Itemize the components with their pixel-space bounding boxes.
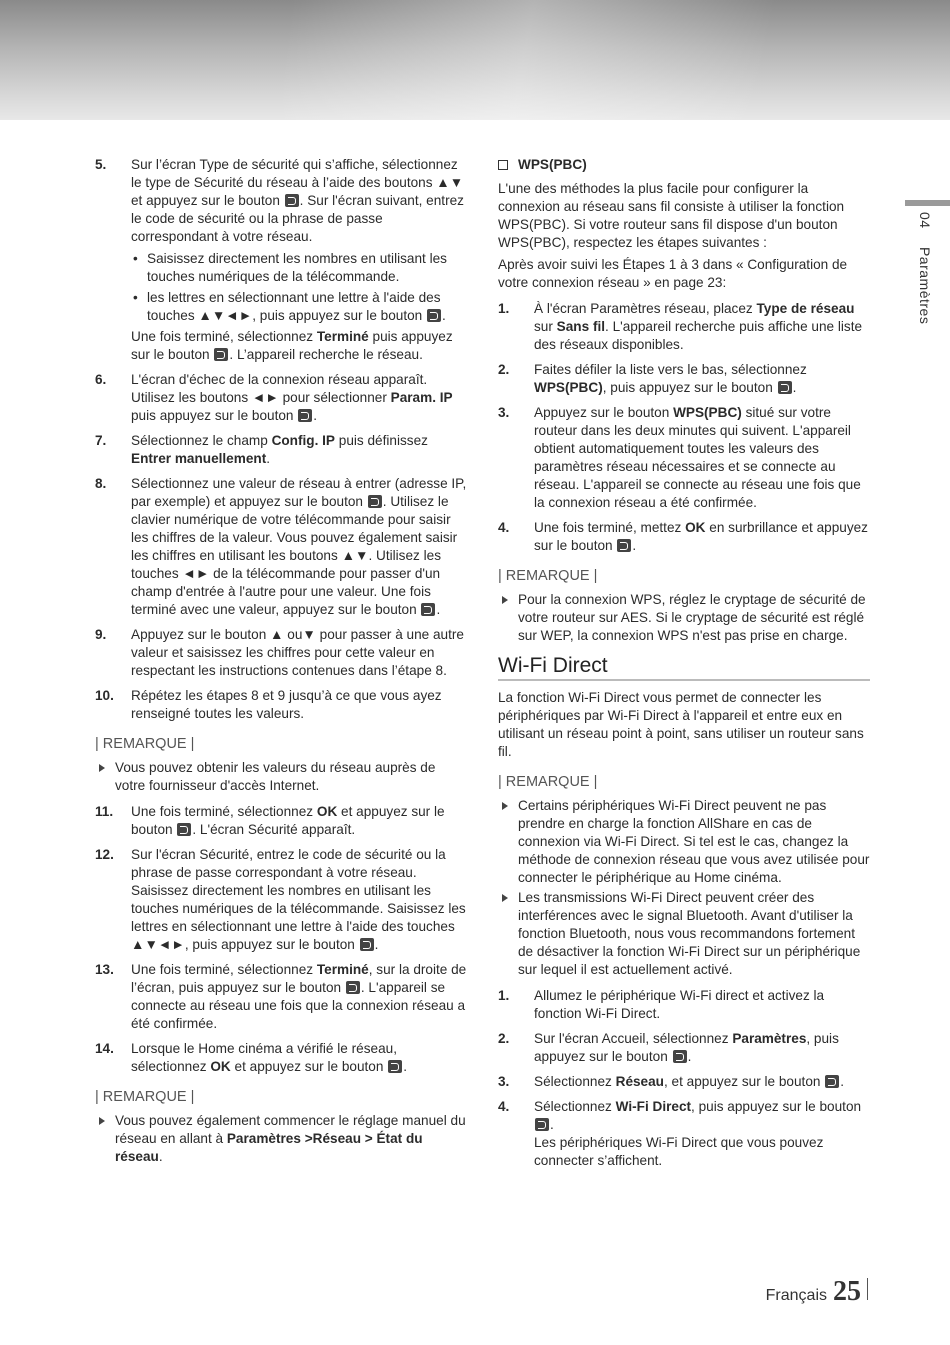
bullet-list <box>131 250 468 325</box>
chapter-number: 04 <box>917 212 933 229</box>
step-9: 9. Appuyez sur le bouton ▲ ou▼ pour passer à une autre valeur et saisissez les chiffres pour cette valeur en respectant les instructions contenues dans l’étape 8. <box>95 627 464 678</box>
enter-icon <box>298 409 312 422</box>
step-number: 3. <box>498 405 510 420</box>
wps-step-3: 3. Appuyez sur le bouton WPS(PBC) situé sur votre routeur dans les deux minutes qui suivent. L'appareil obtient automatiquement toutes les valeurs des paramètres réseau nécessaires et se connecte au réseau. L'appareil se connecte au réseau une fois que la connexion réseau a été confirmée. <box>498 405 861 510</box>
page-number: 25 <box>833 1276 861 1307</box>
enter-icon <box>825 1075 839 1088</box>
step-6: 6. L'écran d'échec de la connexion réseau apparaît. Utilisez les boutons ◄► pour sélectionner Param. IP puis appuyez sur le bouton . <box>95 372 453 423</box>
step-number: 8. <box>95 476 107 491</box>
list-item: • les lettres en sélectionnant une lettre à l'aide des touches ▲▼◄►, puis appuyez sur le bouton . <box>131 289 468 325</box>
step-13: 13. Une fois terminé, sélectionnez Terminé, sur la droite de l’écran, puis appuyez sur le bouton . L'appareil se connecte au réseau une fois que la connexion réseau a été confirmée. <box>95 962 467 1031</box>
step-number: 7. <box>95 433 107 448</box>
enter-icon <box>346 981 360 994</box>
note-item: Certains périphériques Wi-Fi Direct peuvent ne pas prendre en charge la fonction AllShare en cas de connexion via Wi-Fi Direct. Si tel est le cas, changez la méthode de connexion réseau que vous avez utilisée pour connecter le périphérique au Home cinéma. <box>498 797 870 887</box>
remark-heading: | REMARQUE | <box>498 774 598 790</box>
step-12: 12. Sur l'écran Sécurité, entrez le code de sécurité ou la phrase de passe correspondant à votre réseau. Saisissez directement les nombres en utilisant les touches numériques de la télécommande. Saisissez les lettres en sélectionnant une lettre à l'aide des touches ▲▼◄►, puis appuyez sur le bouton . <box>95 847 466 952</box>
enter-icon <box>177 823 191 836</box>
enter-icon <box>427 309 441 322</box>
step-number: 14. <box>95 1041 114 1056</box>
enter-icon <box>368 495 382 508</box>
step-number: 9. <box>95 627 107 642</box>
right-column <box>498 156 870 1177</box>
checkbox-icon <box>498 160 508 170</box>
step-number: 1. <box>498 988 510 1003</box>
wifi-step-4: 4. Sélectionnez Wi-Fi Direct, puis appuyez sur le bouton . Les périphériques Wi-Fi Direct que vous pouvez connecter s’affichent. <box>498 1099 862 1168</box>
left-column <box>95 156 468 1174</box>
enter-icon <box>421 603 435 616</box>
wps-step-4: 4. Une fois terminé, mettez OK en surbrillance et appuyez sur le bouton . <box>498 520 868 553</box>
enter-icon <box>360 938 374 951</box>
note-list <box>95 1112 468 1166</box>
step-number: 4. <box>498 1099 510 1114</box>
chapter-tab-bar <box>905 200 950 206</box>
step-5: 5. Sur l’écran Type de sécurité qui s’affiche, sélectionnez le type de Sécurité du réseau à l’aide des boutons ▲▼ et appuyez sur le bouton . Sur l'écran suivant, entrez le code de sécurité ou la phrase de passe correspondant à votre réseau. • Saisissez directement les nombres en utilisant les touches numériques de la télécommande. • les lettres en sélectionnant une lettre à l'aide des touches ▲▼◄►, puis appuyez sur le bouton . Une fois terminé, sélectionnez Terminé puis appuyez sur le bouton . L’appareil recherche le réseau. <box>95 156 468 364</box>
remark-heading: | REMARQUE | <box>498 568 598 584</box>
step-number: 6. <box>95 372 107 387</box>
enter-icon <box>778 381 792 394</box>
enter-icon <box>214 348 228 361</box>
note-list <box>498 797 870 979</box>
chapter-title: Paramètres <box>917 246 933 325</box>
enter-icon <box>617 539 631 552</box>
enter-icon <box>285 194 299 207</box>
step-10: 10. Répétez les étapes 8 et 9 jusqu’à ce que vous ayez renseigné toutes les valeurs. <box>95 688 442 721</box>
note-item: Vous pouvez également commencer le réglage manuel du réseau en allant à Paramètres >Réseau > État du réseau. <box>95 1112 468 1166</box>
wps-heading: WPS(PBC) <box>498 156 870 174</box>
step-number: 11. <box>95 804 114 819</box>
note-item: Les transmissions Wi-Fi Direct peuvent créer des interférences avec le signal Bluetooth. Avant d'utiliser la fonction Bluetooth, nous vous recommandons fortement de désactiver la fonction Wi-Fi Direct sur un périphérique sur lequel il est actuellement activé. <box>498 889 870 979</box>
step-number: 4. <box>498 520 510 535</box>
header-banner <box>0 0 950 120</box>
step-number: 3. <box>498 1074 510 1089</box>
footer-divider <box>867 1278 868 1300</box>
remark-heading: | REMARQUE | <box>95 736 195 752</box>
step-7: 7. Sélectionnez le champ Config. IP puis définissez Entrer manuellement. <box>95 433 428 466</box>
step-11: 11. Une fois terminé, sélectionnez OK et appuyez sur le bouton . L'écran Sécurité apparaît. <box>95 804 445 837</box>
enter-icon <box>388 1060 402 1073</box>
list-item: • Saisissez directement les nombres en utilisant les touches numériques de la télécommande. <box>131 250 468 286</box>
step-14: 14. Lorsque le Home cinéma a vérifié le réseau, sélectionnez OK et appuyez sur le bouton . <box>95 1041 407 1074</box>
step-number: 13. <box>95 962 114 977</box>
step-8: 8. Sélectionnez une valeur de réseau à entrer (adresse IP, par exemple) et appuyez sur le bouton . Utilisez le clavier numérique de votre télécommande pour saisir les chiffres de la valeur. Vous pouvez également saisir les chiffres en utilisant les boutons ▲▼. Utilisez les touches ◄► de la télécommande pour passer d'un champ d'entrée à l'autre pour une valeur. Une fois terminé avec une valeur, appuyez sur le bouton . <box>95 476 467 617</box>
step-number: 1. <box>498 301 510 316</box>
note-item: Pour la connexion WPS, réglez le cryptage de sécurité de votre routeur sur AES. Si le cryptage de sécurité est réglé sur WEP, la connexion WPS n'est pas prise en charge. <box>498 591 870 645</box>
wifi-step-3: 3. Sélectionnez Réseau, et appuyez sur le bouton . <box>498 1074 844 1089</box>
wifi-step-1: 1. Allumez le périphérique Wi-Fi direct et activez la fonction Wi-Fi Direct. <box>498 988 825 1021</box>
footer-language: Français <box>765 1287 827 1304</box>
chapter-label <box>906 212 934 342</box>
step-number: 12. <box>95 847 114 862</box>
note-item: Vous pouvez obtenir les valeurs du réseau auprès de votre fournisseur d'accès Internet. <box>95 759 468 795</box>
paragraph: La fonction Wi-Fi Direct vous permet de connecter les périphériques par Wi-Fi Direct à l'appareil et entre eux en utilisant un réseau point à point, sans utiliser un routeur sans fil. <box>498 690 864 759</box>
step-number: 2. <box>498 1031 510 1046</box>
enter-icon <box>535 1118 549 1131</box>
note-list <box>498 591 870 645</box>
wps-step-2: 2. Faites défiler la liste vers le bas, sélectionnez WPS(PBC), puis appuyez sur le bouton . <box>498 362 807 395</box>
step-number: 2. <box>498 362 510 377</box>
note-list <box>95 759 468 795</box>
step-number: 10. <box>95 688 114 703</box>
page-footer <box>766 1278 868 1305</box>
wifi-step-2: 2. Sur l'écran Accueil, sélectionnez Paramètres, puis appuyez sur le bouton . <box>498 1031 839 1064</box>
enter-icon <box>673 1050 687 1063</box>
wps-step-1: 1. À l'écran Paramètres réseau, placez Type de réseau sur Sans fil. L'appareil recherche puis affiche une liste des réseaux disponibles. <box>498 301 863 352</box>
remark-heading: | REMARQUE | <box>95 1089 195 1105</box>
paragraph: Après avoir suivi les Étapes 1 à 3 dans « Configuration de votre connexion réseau » en page 23: <box>498 257 848 290</box>
paragraph: L'une des méthodes la plus facile pour configurer la connexion au réseau sans fil consiste à utiliser la fonction WPS(PBC). Si votre routeur sans fil dispose d'un bouton WPS(PBC), respectez les étapes suivantes : <box>498 181 845 250</box>
section-title-wifi-direct: Wi-Fi Direct <box>498 657 870 681</box>
step-number: 5. <box>95 157 107 172</box>
